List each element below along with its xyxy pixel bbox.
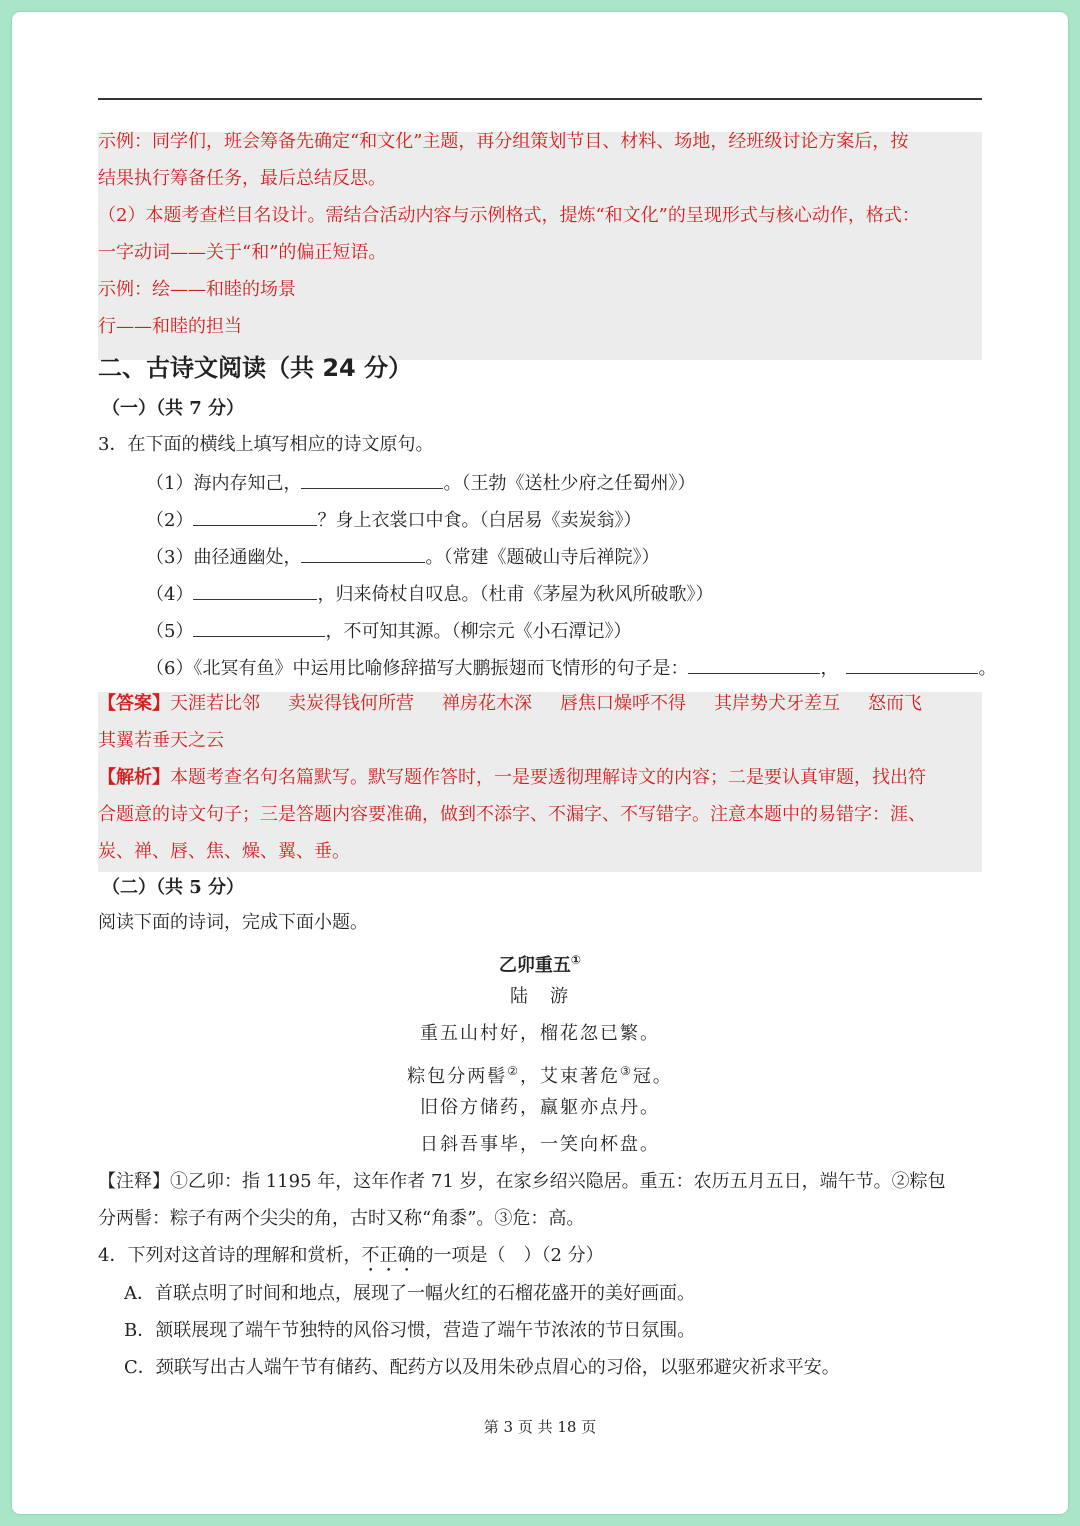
answer-blank[interactable] bbox=[688, 655, 820, 674]
answer-line: 【答案】天涯若比邻 卖炭得钱何所营 禅房花木深 唇焦口燥呼不得 其岸势犬牙差互 怒而飞 bbox=[98, 693, 922, 714]
fill-item: （2） ？身上衣裳口中食。（白居易《卖炭翁》） bbox=[146, 507, 641, 533]
section-title: 二、古诗文阅读（共 24 分） bbox=[98, 354, 413, 382]
analysis-text: 合题意的诗文句子；三是答题内容要准确，做到不添字、不漏字、不写错字。注意本题中的易错字：涯、 bbox=[98, 804, 926, 825]
answer-text: （2）本题考查栏目名设计。需结合活动内容与示例格式，提炼“和文化”的呈现形式与核心动作，格式： bbox=[98, 205, 920, 226]
option-b[interactable]: B．颔联展现了端午节独特的风俗习惯，营造了端午节浓浓的节日氛围。 bbox=[124, 1320, 696, 1341]
poem-line: 旧俗方储药，羸躯亦点丹。 bbox=[420, 1097, 660, 1118]
poem-author: 陆 游 bbox=[510, 986, 570, 1007]
poem-notes: 分两髻：粽子有两个尖尖的角，古时又称“角黍”。③危：高。 bbox=[98, 1208, 585, 1229]
part-title: （二）（共 5 分） bbox=[102, 877, 245, 898]
fill-item: （6）《北冥有鱼》中运用比喻修辞描写大鹏振翅而飞情形的句子是： ， 。 bbox=[146, 655, 996, 681]
poem-line: 重五山村好，榴花忽已繁。 bbox=[420, 1023, 660, 1044]
question-stem: 4．下列对这首诗的理解和赏析，不正确的一项是（ ）（2 分） bbox=[98, 1245, 604, 1266]
answer-text: 其翼若垂天之云 bbox=[98, 730, 224, 751]
option-c[interactable]: C．颈联写出古人端午节有储药、配药方以及用朱砂点眉心的习俗，以驱邪避灾祈求平安。 bbox=[124, 1357, 840, 1378]
answer-blank[interactable] bbox=[846, 655, 978, 674]
analysis-text: 炭、禅、唇、焦、燥、翼、垂。 bbox=[98, 841, 350, 862]
option-a[interactable]: A．首联点明了时间和地点，展现了一幅火红的石榴花盛开的美好画面。 bbox=[124, 1283, 695, 1304]
page-footer: 第 3 页 共 18 页 bbox=[483, 1418, 597, 1436]
poem-line: 日斜吾事毕，一笑向杯盘。 bbox=[420, 1134, 660, 1155]
answer-text: 结果执行筹备任务，最后总结反思。 bbox=[98, 168, 386, 189]
question-stem: 3．在下面的横线上填写相应的诗文原句。 bbox=[98, 434, 434, 455]
reading-intro: 阅读下面的诗词，完成下面小题。 bbox=[98, 912, 368, 933]
poem-title: 乙卯重五① bbox=[498, 953, 582, 976]
answer-blank[interactable] bbox=[193, 581, 317, 600]
document-page bbox=[12, 12, 1068, 1514]
header-rule bbox=[98, 98, 982, 100]
answer-blank[interactable] bbox=[301, 544, 425, 563]
part-title: （一）（共 7 分） bbox=[102, 398, 245, 419]
fill-item: （5） ，不可知其源。（柳宗元《小石潭记》） bbox=[146, 618, 631, 644]
answer-text: 一字动词——关于“和”的偏正短语。 bbox=[98, 242, 387, 263]
answer-blank[interactable] bbox=[193, 507, 317, 526]
answer-text: 示例：同学们，班会筹备先确定“和文化”主题，再分组策划节目、材料、场地，经班级讨论方案后，按 bbox=[98, 131, 909, 152]
answer-text: 行——和睦的担当 bbox=[98, 316, 242, 337]
fill-item: （3）曲径通幽处， 。（常建《题破山寺后禅院》） bbox=[146, 544, 659, 570]
analysis-text: 【解析】本题考查名句名篇默写。默写题作答时，一是要透彻理解诗文的内容；二是要认真审题，找出符 bbox=[98, 767, 926, 788]
fill-item: （4） ，归来倚杖自叹息。（杜甫《茅屋为秋风所破歌》） bbox=[146, 581, 713, 607]
poem-notes: 【注释】①乙卯：指 1195 年，这年作者 71 岁，在家乡绍兴隐居。重五：农历五月五日，端午节。②粽包 bbox=[98, 1171, 946, 1192]
answer-blank[interactable] bbox=[301, 470, 443, 489]
fill-item: （1）海内存知己， 。（王勃《送杜少府之任蜀州》） bbox=[146, 470, 695, 496]
poem-line: 粽包分两髻②，艾束著危③冠。 bbox=[407, 1064, 673, 1087]
answer-blank[interactable] bbox=[193, 618, 325, 637]
answer-text: 示例：绘——和睦的场景 bbox=[98, 279, 296, 300]
